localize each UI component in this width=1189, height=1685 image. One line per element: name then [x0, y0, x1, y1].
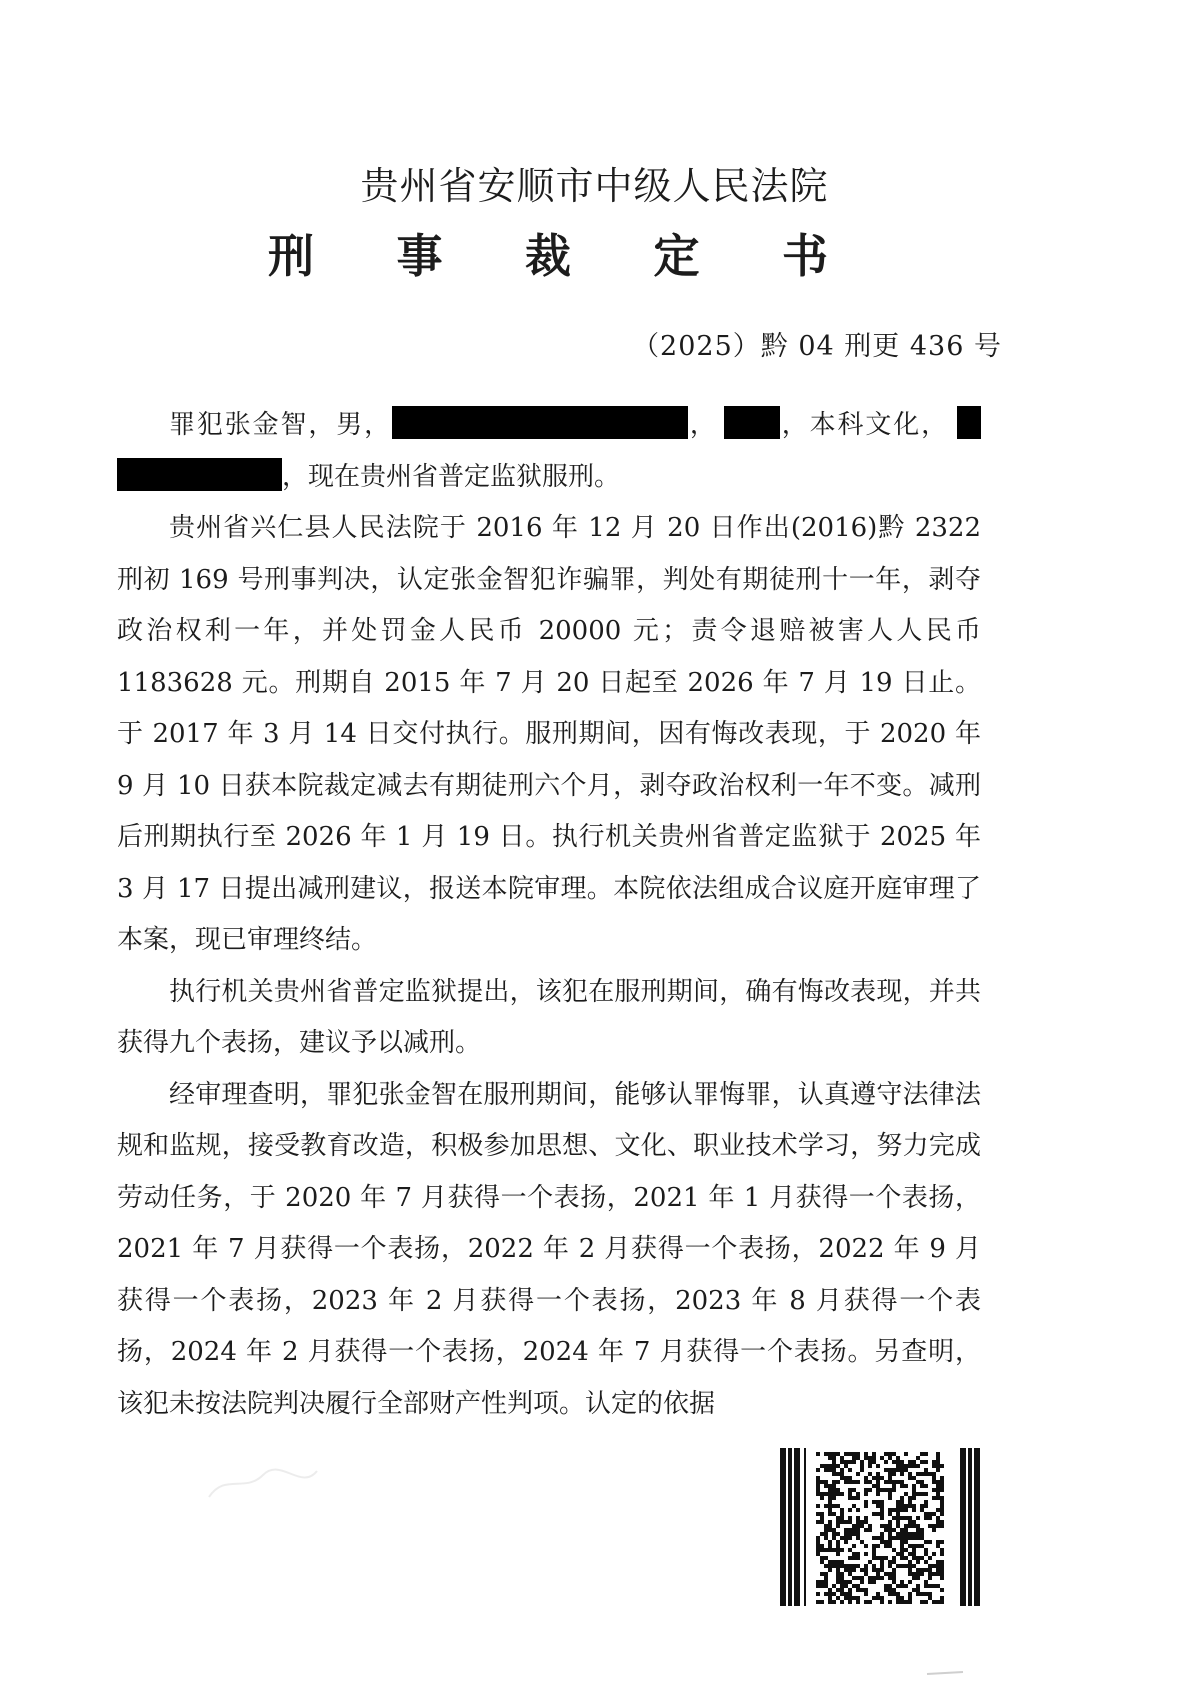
paragraph-findings: 经审理查明，罪犯张金智在服刑期间，能够认罪悔罪，认真遵守法律法规和监规，接受教育改造，积极参加思想、文化、职业技术学习，努力完成劳动任务，于 2020 年 7 月获得一个表扬，2021 年 1 月获得一个表扬，2021 年 7 月获得一个表扬，2022 年 2 月获得一个表扬，2022 年 9 月获得一个表扬，2023 年 2 月获得一个表扬，2023 年 8 月获得一个表扬，2024 年 2 月获得一个表扬，2024 年 7 月获得一个表扬。另查明，该犯未按法院判决履行全部财产性判项。认定的依据 — [117, 1079, 981, 1419]
redaction-block — [392, 406, 688, 439]
paragraph-text: ， — [688, 410, 718, 440]
barcode-icon — [780, 1448, 980, 1606]
document-title — [268, 228, 828, 284]
title-char: 事 — [396, 229, 443, 283]
redaction-block — [724, 406, 780, 439]
title-char: 裁 — [525, 229, 571, 283]
title-char: 书 — [782, 229, 828, 283]
paragraph-text: 罪犯张金智，男， — [169, 410, 393, 440]
corner-mark — [925, 1668, 965, 1678]
paragraph-text: ，现在贵州省普定监狱服刑。 — [282, 461, 621, 492]
redaction-block — [117, 458, 282, 491]
faint-mark — [205, 1463, 323, 1505]
paragraph-text: ，本科文化， — [779, 410, 949, 440]
title-char: 定 — [653, 229, 700, 283]
paragraph-case-history: 贵州省兴仁县人民法院于 2016 年 12 月 20 日作出(2016)黔 2322 刑初 169 号刑事判决，认定张金智犯诈骗罪，判处有期徒刑十一年，剥夺政治权利一年，并处罚金人民币 20000 元；责令退赔被害人人民币 1183628 元。刑期自 2015 年 7 月 20 日起至 2026 年 7 月 19 日止。于 2017 年 3 月 14 日交付执行。服刑期间，因有悔改表现，于 2020 年 9 月 10 日获本院裁定减去有期徒刑六个月，剥夺政治权利一年不变。减刑后刑期执行至 2026 年 1 月 19 日。执行机关贵州省普定监狱于 2025 年 3 月 17 日提出减刑建议，报送本院审理。本院依法组成合议庭开庭审理了本案，现已审理终结。 — [117, 513, 981, 955]
paragraph-prison-proposal: 执行机关贵州省普定监狱提出，该犯在服刑期间，确有悔改表现，并共获得九个表扬，建议予以减刑。 — [117, 976, 981, 1058]
case-number: （2025）黔 04 刑更 436 号 — [632, 331, 1002, 362]
paragraph-defendant-info — [117, 400, 981, 503]
title-char: 刑 — [268, 229, 314, 283]
redaction-block — [957, 406, 981, 439]
document-body — [117, 400, 981, 1430]
court-name: 贵州省安顺市中级人民法院 — [360, 164, 829, 208]
